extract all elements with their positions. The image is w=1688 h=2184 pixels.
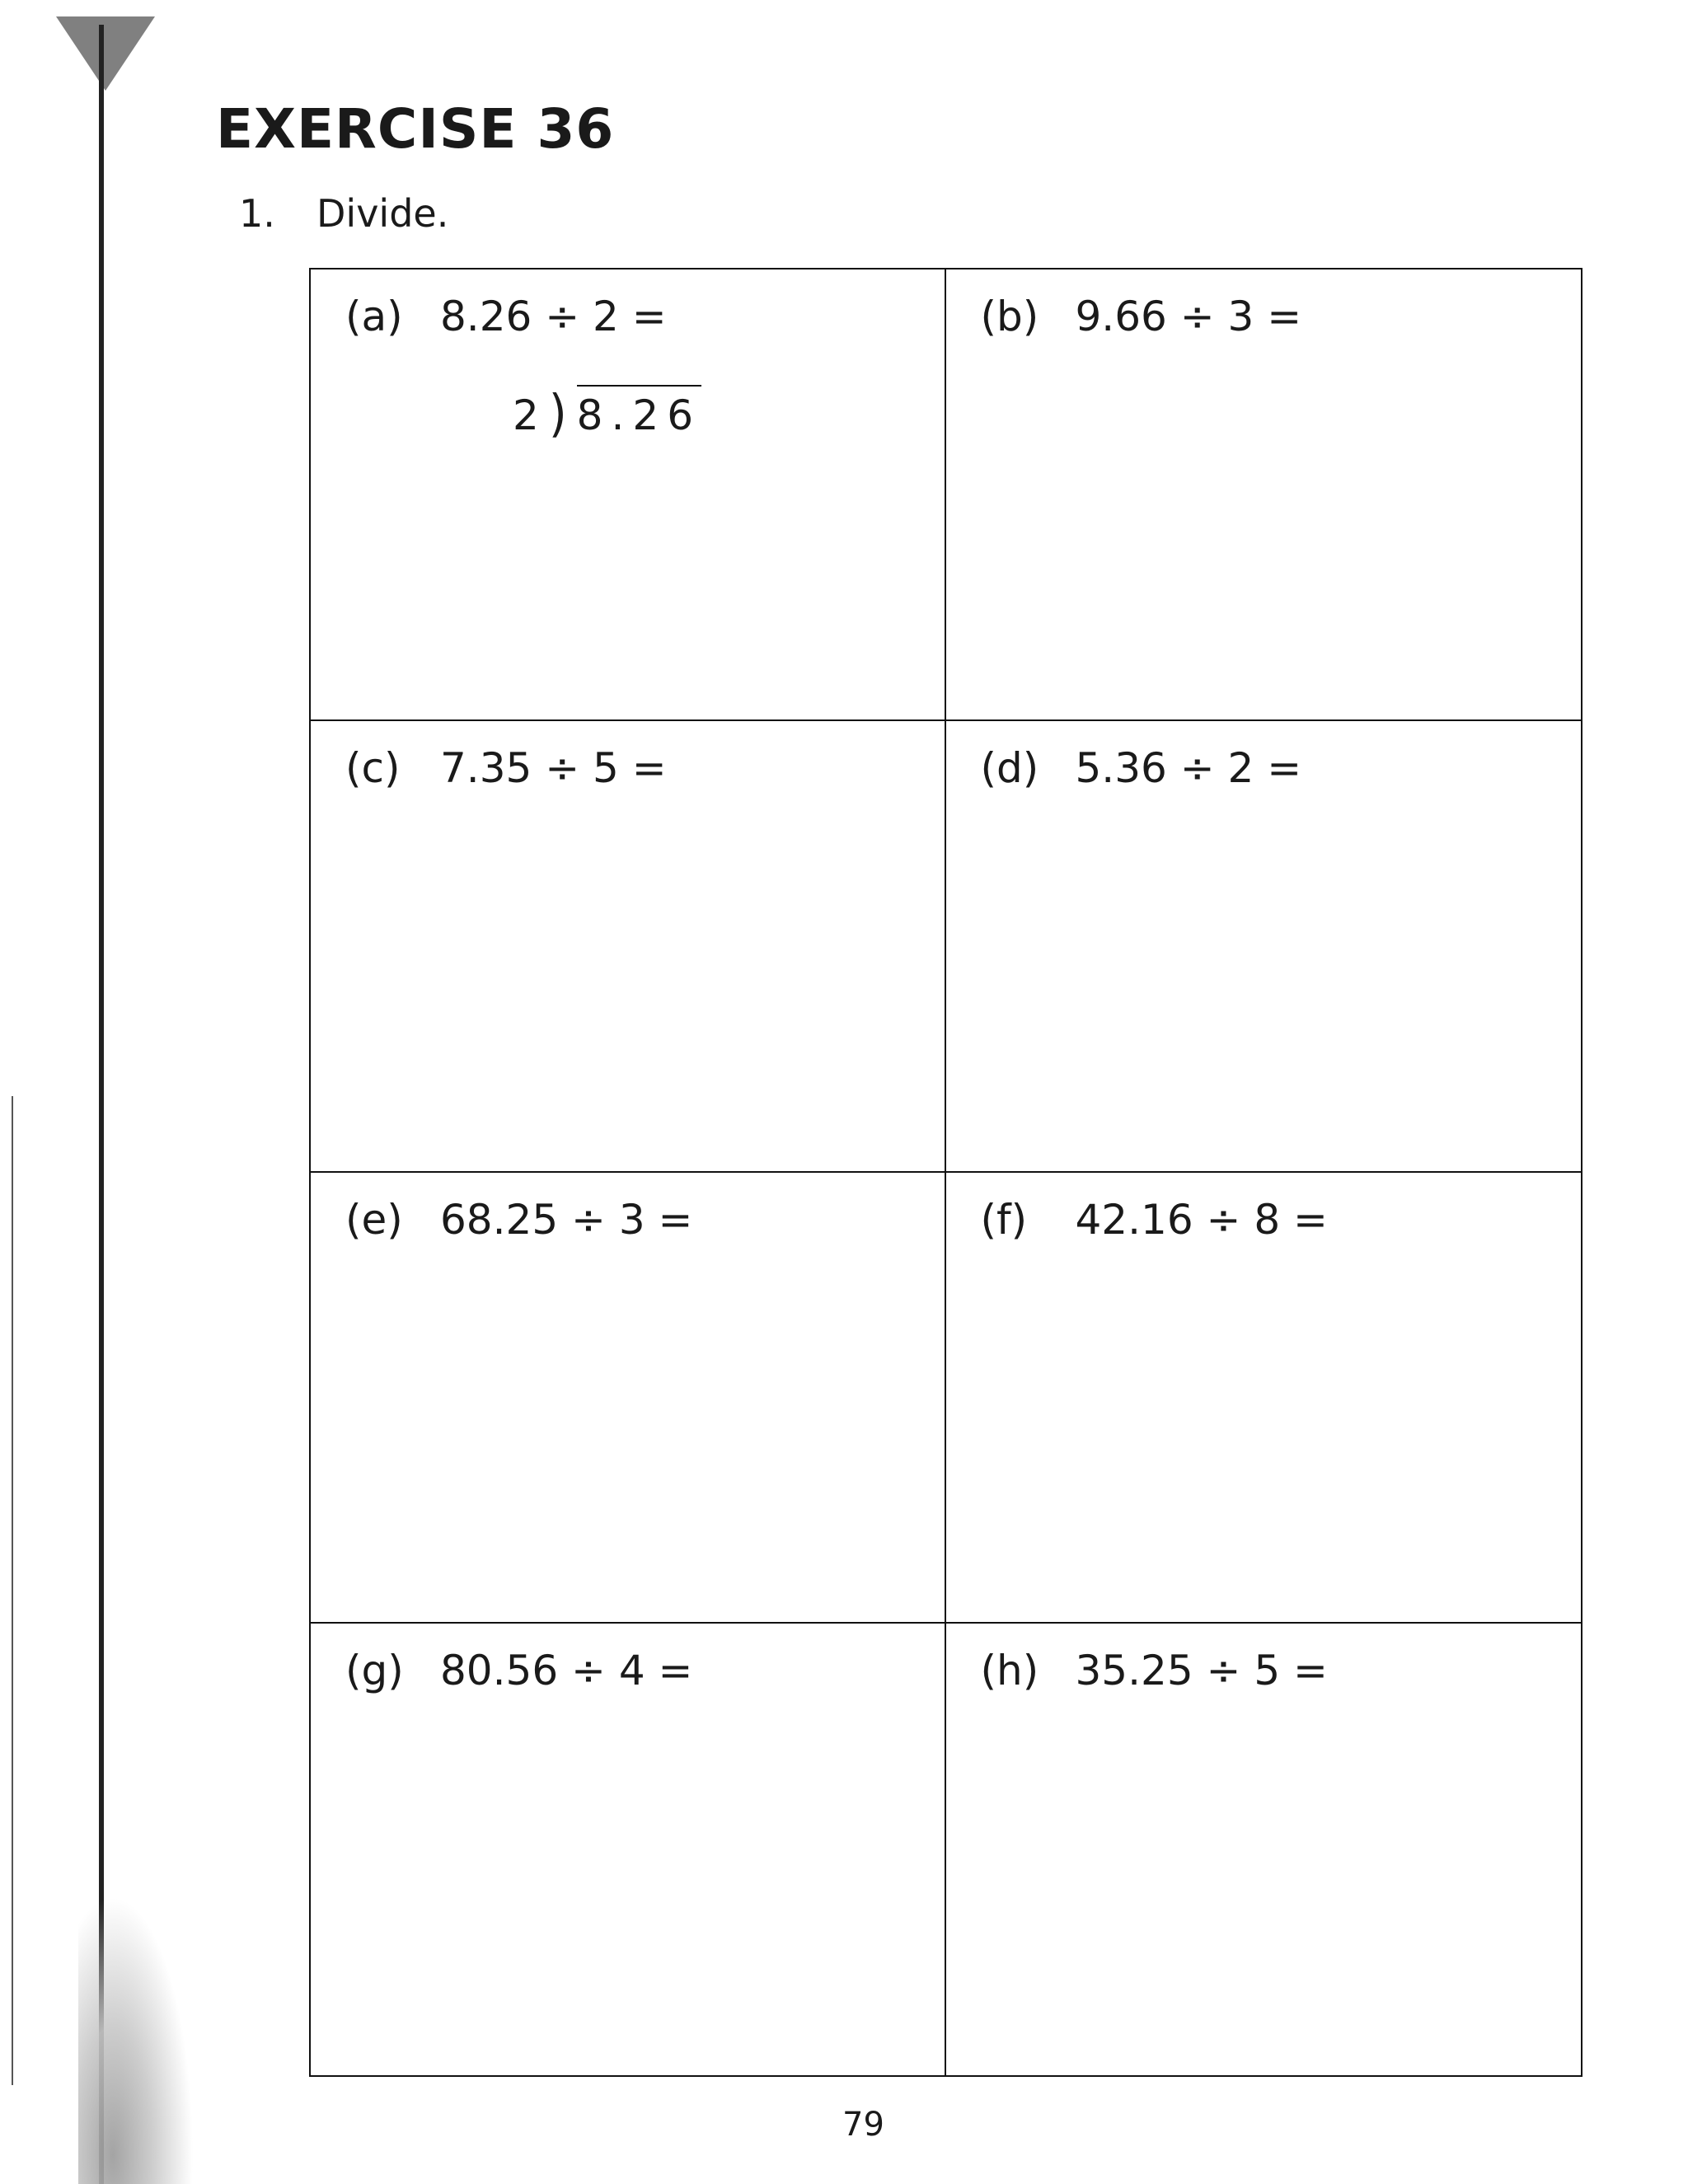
- problem-expression: 35.25 ÷ 5 =: [1075, 1647, 1328, 1695]
- problem-b: [981, 293, 1302, 340]
- problem-label: (a): [345, 293, 403, 340]
- problem-cell-d: [946, 721, 1582, 1173]
- problem-cell-e: [311, 1173, 946, 1624]
- problem-expression: 9.66 ÷ 3 =: [1075, 293, 1302, 340]
- binding-shadow-top: [56, 16, 155, 91]
- problem-e: [345, 1196, 692, 1244]
- problem-g: [345, 1647, 692, 1694]
- divisor: 2: [513, 391, 547, 439]
- page-number: 79: [842, 2106, 884, 2144]
- problem-expression: 5.36 ÷ 2 =: [1075, 743, 1302, 792]
- problem-expression: 8.26 ÷ 2 =: [440, 293, 667, 340]
- problem-cell-f: [946, 1173, 1582, 1624]
- problem-cell-a: [311, 269, 946, 721]
- question-text: Divide.: [316, 191, 449, 236]
- problem-label: (h): [980, 1647, 1039, 1695]
- problem-cell-g: [311, 1624, 946, 2075]
- problem-expression: 7.35 ÷ 5 =: [440, 743, 667, 792]
- exercise-title: EXERCISE 36: [216, 97, 615, 161]
- problem-c: [345, 744, 667, 792]
- binding-line: [99, 25, 104, 2184]
- problem-label: (c): [345, 743, 401, 792]
- problem-label: (f): [980, 1195, 1028, 1244]
- dividend: 8.26: [577, 385, 701, 439]
- problem-label: (g): [345, 1647, 404, 1695]
- problem-label: (d): [980, 743, 1039, 792]
- problem-cell-b: [946, 269, 1582, 721]
- problem-cell-c: [311, 721, 946, 1173]
- division-bracket: ): [548, 384, 575, 444]
- question-number: 1.: [239, 191, 275, 236]
- problem-expression: 68.25 ÷ 3 =: [440, 1195, 693, 1244]
- problem-expression: 42.16 ÷ 8 =: [1075, 1195, 1328, 1244]
- long-division-example: [513, 384, 701, 444]
- problem-grid: [309, 268, 1582, 2077]
- problem-d: [981, 744, 1302, 792]
- problem-a: [345, 293, 667, 340]
- problem-label: (b): [980, 293, 1039, 340]
- problem-label: (e): [345, 1195, 403, 1244]
- problem-h: [981, 1647, 1328, 1694]
- binding-shadow-bottom: [78, 1896, 194, 2184]
- problem-cell-h: [946, 1624, 1582, 2075]
- page-edge-line: [12, 1096, 13, 2085]
- problem-expression: 80.56 ÷ 4 =: [440, 1647, 693, 1695]
- problem-f: [981, 1196, 1328, 1244]
